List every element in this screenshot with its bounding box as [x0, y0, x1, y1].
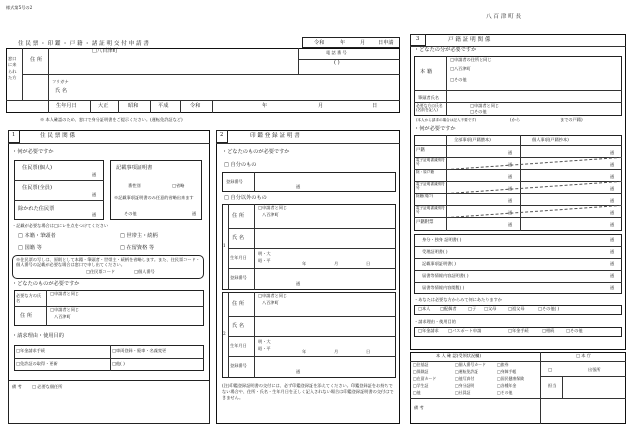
verify-id-option[interactable]: □個人番号カード — [455, 362, 486, 367]
application-form: 様式第5号の2 八 百 津 町 長 住 民 票 ・ 印 鑑 ・ 戸 籍 ・ 諸 証 明 交 付 申 請 書 令和 年 月 日申請 窓口に来られた方 住 所 □八百津町 電 話 番 号 ( ) フリガナ 氏 名 生年月日 大正 昭和 平成 令和 年 月 日 ※ 本人確認のため、窓口で身分証明書をご提示ください。(運転免許証など) 1 住 民 票 関 係 ・何が必要ですか 住民票(個人) 通 住民票(全員) 通 除かれた住民票 通 記載事項証明書 番性別 □省略 ※記載事項証明書のみ任意的省略出来ます その他 通 ・記載が必要な場合は□にレを点をつけてください □ 本籍・筆頭者 □ 世帯主・続柄 □ 国籍 等 □ 在留資格 等 ※住民票の写しは、原則として本籍・筆頭者・世帯主・続柄を省略します。また、住民票コード・個人番号の記載が必要な場合は窓口で申し出てください。 □住民票コード □個人番号 ・どなたのものが必要ですか 必要な方の氏名 □申請者と同じ 住 所 □申請者と同じ 八百津町 ・請求理由・使用目的 □年金請求手続 □車両登録・廃車・名義変更 □免許証の取得・更新 □他( ) 備 考 □ 必要な個任所 2 印 鑑 登 録 証 明 書 ・どなたのものが必要ですか □ 自分のもの 登録番号 通 □ 自分以外のもの 1 住 所 □申請者と同じ 八百津町 氏 名 生年月日 明・大 昭・平 年 月 日 登録番号 通 2 住 所 □申請者と同じ 八百津町 氏 名 生年月日 明・大 昭・平 年 月 日 登録番号 通 (注)印鑑登録証明書の交付には、必ず印鑑登録証を添えてください。印鑑登録証をお持ちでない場合や、住所・氏名・生年月日を正しく記入されない場合は印鑑登録証明書の交付はできません。 3 戸 籍 証 明 関 係 ・どなたの分が必要ですか 本 籍 □申請者の住所と同じ □八百津町 □その他 筆頭者氏名 必要な方の氏名(名前を記入) □申請者と同じ □その他 (本人から請求の場合は記入不要です) (から までの戸籍) ・何が必要ですか 全部事項(戸籍謄本) 個人事項(戸籍抄本) 戸籍 通 通 電子証明書識別符号 通 通 除・原戸籍 通 通 電子証明書識別符号 通 通 除籍(現戸) 通 通 電子証明書識別符号 通 通 戸籍附票 通 通 身分・独身 証明書( ) 通 受理証明書( ) 通 記載事項証明書( ) 通 届書等情報内容証明書( ) 通 届書等情報内容閲覧( ) 通 ・あなたは必要な方からみて何にあたりますか □本人 □配偶者 □子 □父母 □祖父母 □その他( ) ・請求理由・使用目的 □年金請求 □パスポート申請 □年金手続 □相続 □その他 本 人 確 認(受領状況欄) □ 本 庁 □ 出張所 担当 □住基証 □個人番号カード □旅券 □保険証 □運転免許証 □身障手帳 □在留カード □他写真付 □国民健康保険 □学生証 □身分証明 □各種年金 □他 □社員証 □その他 備 考 — [0, 0, 630, 439]
s2-whose-q: ・どなたのものが必要ですか — [222, 149, 290, 155]
verify-box — [410, 352, 626, 424]
s3-rel-opt-2[interactable]: □その他 — [470, 109, 487, 114]
verify-id-option[interactable]: □旅券 — [497, 362, 509, 367]
s1-cert-other[interactable]: その他 — [124, 211, 137, 216]
s1-addr-label: 住 所 — [20, 313, 33, 319]
s3-title: 戸 籍 証 明 関 係 — [448, 37, 491, 43]
s1-cert-note: ※記載事項証明書のみ任意的省略出来ます — [114, 195, 194, 200]
date-box[interactable] — [302, 37, 400, 48]
verify-id-option[interactable]: □学生証 — [413, 383, 429, 388]
s1-num: 1 — [12, 132, 16, 138]
s3-period-to: までの戸籍) — [560, 117, 583, 122]
era-label: 令和 — [314, 40, 325, 46]
s1-whose-q: ・どなたのものが必要ですか — [12, 281, 80, 287]
s3-honseki-label: 本 籍 — [420, 69, 433, 75]
verify-id-option[interactable]: □他写真付 — [455, 376, 475, 381]
s1-code-opt-2[interactable]: □個人番号 — [134, 269, 155, 274]
furigana-label: フリガナ — [52, 79, 69, 84]
s3-doc-row-label: 戸籍附票 — [416, 220, 434, 225]
s2-self[interactable]: □ 自分のもの — [224, 162, 257, 168]
verify-id-option[interactable]: □その他 — [497, 390, 513, 395]
s3-whose-q: ・どなたの分が必要ですか — [414, 47, 477, 53]
s1-row-removed[interactable]: 除かれた住民票 — [18, 206, 55, 212]
s1-note-text: □ 必要な個任所 — [32, 384, 63, 389]
verify-id-option[interactable]: □他 — [413, 390, 421, 395]
s3-rel-opt-1[interactable]: □申請者と同じ — [470, 103, 500, 108]
addressee: 八 百 津 町 長 — [486, 14, 522, 20]
s3-doc-row-label: 除・原戸籍 — [416, 170, 434, 174]
s2-person-2 — [222, 292, 396, 378]
s1-reason-q: ・請求理由・使用目的 — [12, 333, 64, 339]
s3-col-part: 個人事項(戸籍抄本) — [532, 137, 569, 142]
s2-reg-label: 登録番号 — [226, 179, 243, 184]
verify-note-label: 備 考 — [414, 405, 424, 410]
s1-include-q: ・記載が必要な場合は□にレを点をつけてください — [12, 223, 109, 228]
dob-year: 年 — [262, 103, 268, 109]
s3-extra-row[interactable]: 届書等情報内容証明書( ) — [422, 273, 469, 278]
s2-self-reg — [222, 172, 396, 192]
year-label: 年 — [340, 40, 346, 46]
phone-field[interactable]: ( ) — [334, 60, 340, 66]
form-id: 様式第5号の2 — [6, 5, 33, 10]
verify-id-option[interactable]: □社員証 — [455, 390, 471, 395]
s3-which-q: ・何が必要ですか — [414, 126, 456, 132]
s3-extra-row[interactable]: 身分・独身 証明書( ) — [422, 237, 462, 242]
verify-id-option[interactable]: □身障手帳 — [497, 369, 517, 374]
day-label: 日申請 — [378, 40, 394, 46]
s1-include-nationality[interactable]: □ 国籍 等 — [18, 245, 42, 251]
s1-notice: ※住民票の写しは、原則として本籍・筆頭者・世帯主・続柄を省略します。また、住民票コード・個人番号の記載が必要な場合は窓口で申し出てください。 — [16, 257, 200, 268]
s3-doc-row-label: 電子証明書識別符号 — [416, 182, 445, 191]
verify-id-option[interactable]: □身分証明 — [455, 383, 475, 388]
era-reiwa[interactable]: 令和 — [190, 103, 201, 109]
era-taisho[interactable]: 大正 — [98, 103, 109, 109]
verify-title: 本 人 確 認(受領状況欄) — [436, 353, 481, 358]
s2-footnote: (注)印鑑登録証明書の交付には、必ず印鑑登録証を添えてください。印鑑登録証をお持ちでない場合や、住所・氏名・生年月日を正しく記入されない場合は印鑑登録証明書の交付はできません。 — [222, 383, 394, 400]
verify-staff: 担当 — [548, 383, 557, 388]
s1-reason-3[interactable]: □免許証の取得・更新 — [16, 361, 58, 366]
s3-extra-row[interactable]: 届書等情報内容閲覧( ) — [422, 285, 465, 290]
verify-id-option[interactable]: □運転免許証 — [455, 369, 479, 374]
s3-doc-row-label: 除籍(現戸) — [416, 194, 434, 198]
s1-reason-2[interactable]: □車両登録・廃車・名義変更 — [112, 348, 167, 353]
s1-row-individual[interactable]: 住民票(個人) — [22, 165, 52, 171]
s2-num: 2 — [220, 132, 224, 138]
month-label: 月 — [360, 40, 366, 46]
verify-id-option[interactable]: □国民健康保険 — [497, 376, 525, 381]
phone-label: 電 話 番 号 — [326, 50, 347, 55]
verify-id-option[interactable]: □各種年金 — [497, 383, 517, 388]
s1-include-status[interactable]: □ 在留資格 等 — [120, 245, 155, 251]
name-label: 氏 名 — [55, 88, 68, 94]
s1-head-choice[interactable]: □申請者と同じ — [50, 291, 80, 296]
dob-month: 月 — [318, 103, 324, 109]
s3-honseki-opt-3[interactable]: □その他 — [450, 77, 467, 82]
s3-honseki-opt-1[interactable]: □申請者の住所と同じ — [450, 57, 492, 62]
address-choice[interactable]: □八百津町 — [92, 48, 118, 54]
s2-other[interactable]: □ 自分以外のもの — [224, 195, 267, 201]
address-label: 住 所 — [30, 57, 43, 63]
s3-col-all: 全部事項(戸籍謄本) — [454, 137, 491, 142]
era-heisei[interactable]: 平成 — [158, 103, 169, 109]
s1-note-label: 備 考 — [12, 384, 22, 389]
s3-doc-row-label: 電子証明書識別符号 — [416, 206, 445, 215]
s1-include-household[interactable]: □ 世帯主・続柄 — [120, 233, 158, 239]
id-notice: ※ 本人確認のため、窓口で身分証明書をご提示ください。(運転免許証など) — [40, 117, 183, 122]
s1-cert-opt-1[interactable]: 番性別 — [128, 183, 141, 188]
s1-addr-choice[interactable]: □申請者と同じ — [50, 307, 80, 312]
dob-day: 日 — [372, 103, 378, 109]
s1-reason-1[interactable]: □年金請求手続 — [16, 348, 46, 353]
s3-rel2-q: ・あなたは必要な方からみて何にあたりますか — [414, 297, 502, 302]
s3-honseki-opt-2[interactable]: □八百津町 — [450, 66, 471, 71]
s1-cert-title[interactable]: 記載事項証明書 — [116, 165, 153, 171]
s1-reason-4[interactable]: □他( ) — [112, 361, 125, 366]
s1-title: 住 民 票 関 係 — [40, 133, 76, 139]
s1-code-opt-1[interactable]: □住民票コード — [86, 269, 116, 274]
s3-num: 3 — [416, 36, 420, 42]
s3-period-from: (から — [510, 117, 521, 122]
s3-extra-row[interactable]: 受理証明書( ) — [422, 249, 448, 254]
verify-branch[interactable]: □ — [548, 367, 552, 372]
applicant-side-label: 窓口に来られた方 — [8, 56, 17, 80]
s1-head-label: 必要な方の氏名 — [16, 293, 42, 303]
s1-cert-opt-2[interactable]: □省略 — [172, 183, 185, 188]
s1-addr-town: 八百津町 — [54, 314, 71, 319]
s1-purpose-q: ・何が必要ですか — [12, 149, 54, 155]
form-title: 住 民 票 ・ 印 鑑 ・ 戸 籍 ・ 諸 証 明 交 付 申 請 書 — [18, 41, 149, 47]
s1-row-all[interactable]: 住民票(全員) — [22, 185, 52, 191]
s3-rel-sub: (本人から請求の場合は記入不要です) — [416, 118, 477, 122]
s3-reason-q: ・請求理由・使用目的 — [414, 319, 456, 324]
s2-person-1 — [222, 204, 396, 290]
verify-id-option[interactable]: □住基証 — [413, 362, 429, 367]
s2-title: 印 鑑 登 録 証 明 書 — [250, 133, 300, 139]
s3-doc-row-label: 電子証明書識別符号 — [416, 158, 445, 167]
s3-rel-label: 必要な方の氏名(名前を記入) — [416, 103, 443, 113]
s3-doc-row-label: 戸籍 — [416, 148, 425, 153]
s1-include-honseki[interactable]: □ 本籍・筆頭者 — [18, 233, 56, 239]
verify-id-option[interactable]: □保険証 — [413, 369, 429, 374]
verify-branch-label: 出張所 — [588, 367, 601, 372]
dob-label: 生年月日 — [56, 103, 77, 109]
era-showa[interactable]: 昭和 — [128, 103, 139, 109]
s3-extra-row[interactable]: 記載事項証明書( ) — [422, 261, 456, 266]
verify-office[interactable]: □ 本 庁 — [576, 353, 591, 358]
verify-id-option[interactable]: □在留カード — [413, 376, 437, 381]
s3-head-label: 筆頭者氏名 — [418, 95, 439, 100]
